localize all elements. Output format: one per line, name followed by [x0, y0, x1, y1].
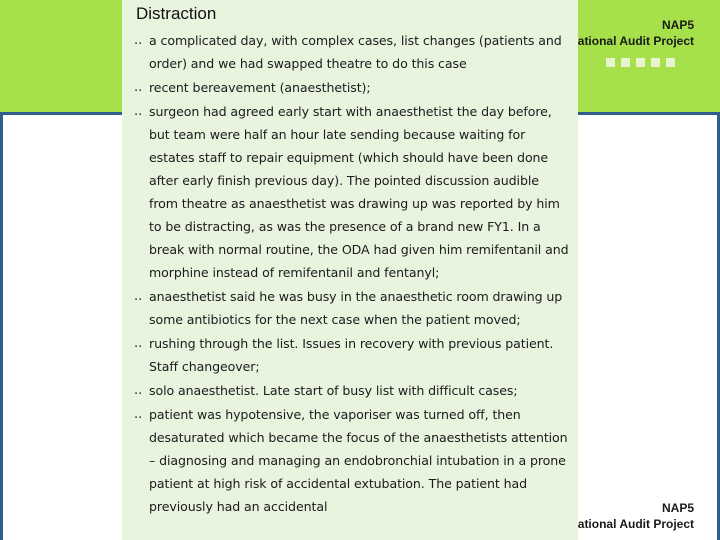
list-item-text: recent bereavement (anaesthetist);	[149, 80, 371, 95]
list-item-text: surgeon had agreed early start with anaesthetist the day before, but team were half an hour late sending because waiting for estates staff to repair equipment (which should have been done after early finish previous day). The pointed discussion audible from theatre as anaesthetist was drawing up was reported by him to be distracting, as was the presence of a brand new FY1. In a break with normal routine, the ODA had given him remifentanil and morphine instead of remifentanil and fentanyl;	[149, 104, 569, 280]
list-item-text: rushing through the list. Issues in recovery with previous patient. Staff changeover;	[149, 336, 554, 374]
list-item	[134, 403, 570, 518]
brand-name: ational Audit Project	[577, 34, 694, 48]
list-item-text: solo anaesthetist. Late start of busy list with difficult cases;	[149, 383, 518, 398]
header-brand	[578, 17, 694, 49]
dot-icon	[606, 58, 615, 67]
bullet-list	[134, 29, 570, 519]
decorative-dots	[606, 58, 675, 67]
list-item	[134, 29, 570, 75]
brand-name: ational Audit Project	[577, 517, 694, 531]
list-item	[134, 100, 570, 284]
bullet-icon: ..	[134, 104, 143, 119]
panel-title: Distraction	[136, 4, 217, 23]
dot-icon	[621, 58, 630, 67]
bullet-icon: ..	[134, 407, 143, 422]
bullet-icon: ..	[134, 289, 143, 304]
list-item-text: a complicated day, with complex cases, list changes (patients and order) and we had swapped theatre to do this case	[149, 33, 562, 71]
bullet-icon: ..	[134, 383, 143, 398]
frame-border-left	[0, 112, 3, 540]
brand-code: NAP5	[661, 18, 694, 32]
dot-icon	[651, 58, 660, 67]
footer-brand	[578, 500, 694, 532]
bullet-icon: ..	[134, 336, 143, 351]
list-item	[134, 379, 570, 402]
list-item-text: patient was hypotensive, the vaporiser was turned off, then desaturated which became the focus of the anaesthetists attention – diagnosing and managing an endobronchial intubation in a prone patient at high risk of accidental extubation. The patient had previously had an accidental	[149, 407, 568, 514]
list-item	[134, 285, 570, 331]
list-item	[134, 332, 570, 378]
content-panel	[122, 0, 578, 540]
brand-code: NAP5	[661, 501, 694, 515]
dot-icon	[636, 58, 645, 67]
list-item-text: anaesthetist said he was busy in the anaesthetic room drawing up some antibiotics for the next case when the patient moved;	[149, 289, 563, 327]
bullet-icon: ..	[134, 33, 143, 48]
list-item	[134, 76, 570, 99]
dot-icon	[666, 58, 675, 67]
bullet-icon: ..	[134, 80, 143, 95]
